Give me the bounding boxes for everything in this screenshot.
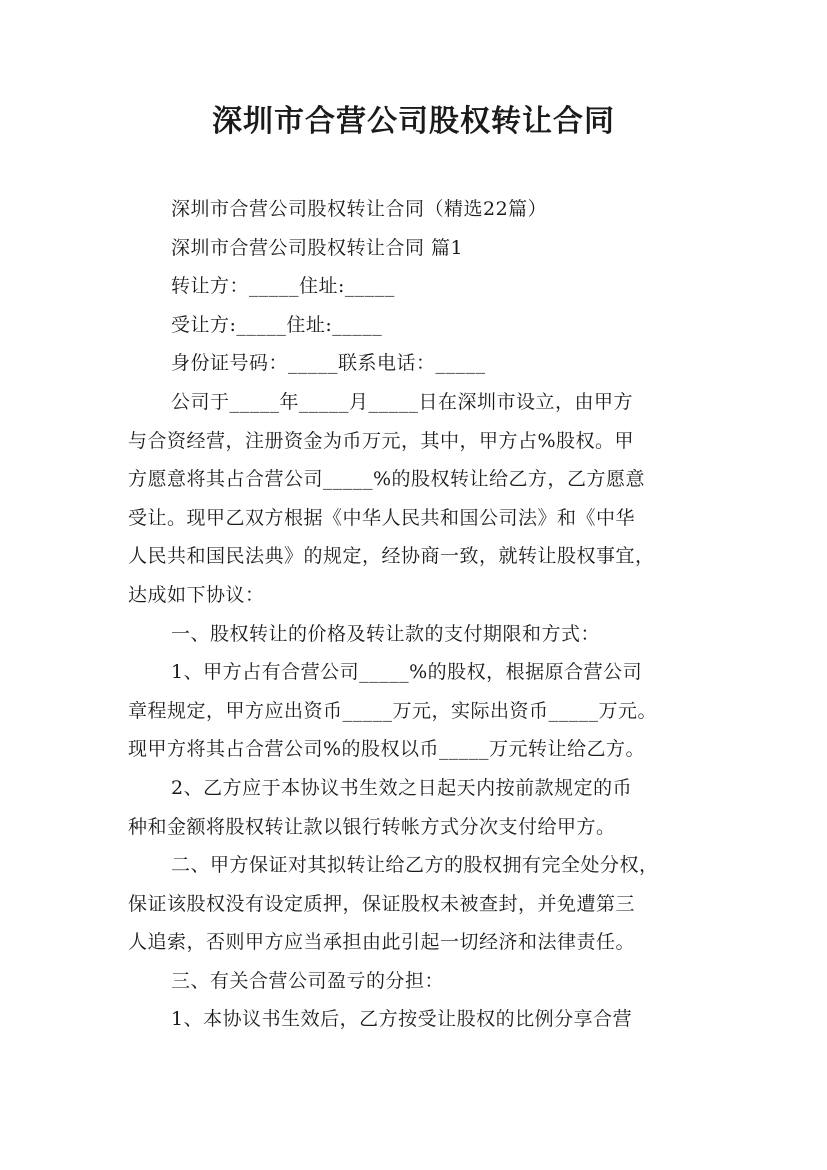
text-line: 受让方:_____住址:_____ (171, 313, 383, 336)
text-line: 1、甲方占有合营公司_____%的股权，根据原合营公司 (171, 661, 643, 684)
text-line: 身份证号码：_____联系电话：_____ (171, 352, 486, 375)
text-line: 二、甲方保证对其拟转让给乙方的股权拥有完全处分权， (171, 854, 659, 877)
text-line: 现甲方将其占合营公司%的股权以币_____万元转让给乙方。 (128, 738, 646, 761)
text-line: 种和金额将股权转让款以银行转帐方式分次支付给甲方。 (128, 815, 616, 838)
document-body (128, 190, 718, 1039)
text-line: 人追索，否则甲方应当承担由此引起一切经济和法律责任。 (128, 931, 636, 954)
text-line: 公司于_____年_____月_____日在深圳市设立，由甲方 (171, 390, 634, 413)
text-line: 与合资经营，注册资金为币万元，其中，甲方占%股权。甲 (128, 429, 635, 452)
text-line: 受让。现甲乙双方根据《中华人民共和国公司法》和《中华 (128, 506, 636, 529)
text-line: 章程规定，甲方应出资币_____万元，实际出资币_____万元。 (128, 699, 658, 722)
text-line: 保证该股权没有设定质押，保证股权未被查封，并免遭第三 (128, 892, 636, 915)
text-line: 2、乙方应于本协议书生效之日起天内按前款规定的币 (171, 776, 633, 799)
text-line: 方愿意将其占合营公司_____%的股权转让给乙方，乙方愿意 (128, 468, 646, 491)
text-line: 深圳市合营公司股权转让合同 篇1 (171, 236, 464, 259)
text-line: 1、本协议书生效后，乙方按受让股权的比例分享合营 (171, 1008, 633, 1031)
text-line: 人民共和国民法典》的规定，经协商一致，就转让股权事宜， (128, 545, 655, 568)
text-line: 深圳市合营公司股权转让合同（精选22篇） (171, 198, 548, 220)
text-line: 一、股权转让的价格及转让款的支付期限和方式： (171, 622, 601, 645)
document-title: 深圳市合营公司股权转让合同 (212, 104, 615, 139)
text-line: 达成如下协议： (128, 583, 265, 606)
text-line: 转让方：_____住址:_____ (171, 275, 395, 298)
text-line: 三、有关合营公司盈亏的分担： (171, 969, 445, 992)
